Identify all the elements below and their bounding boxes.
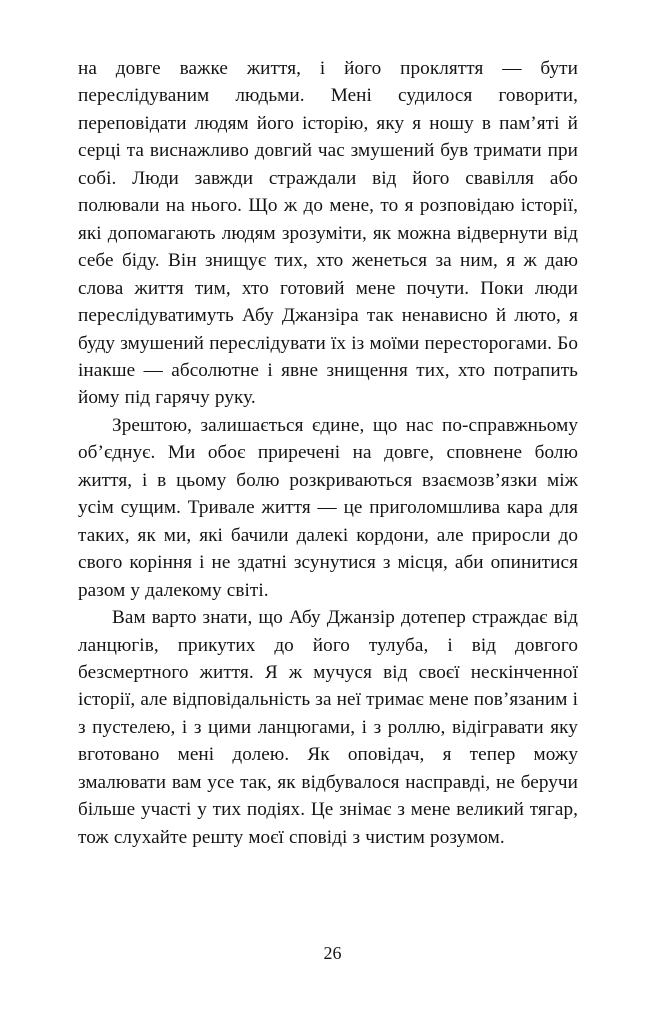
page-text-block — [78, 55, 578, 851]
paragraph-2: Зрештою, залишається єдине, що нас по-справжньому об’єднує. Ми обоє приречені на довге, сповнене болю життя, і в цьому болю розкриваються взаємозв’язки між усім сущим. Тривале життя — це приголомшлива кара для таких, як ми, які бачили далекі кордони, але приросли до свого коріння і не здатні зсунутися з місця, аби опинитися разом у далекому світі. — [78, 414, 578, 601]
paragraph-1: на довге важке життя, і його прокляття — бути переслідуваним людьми. Мені судилося говорити, переповідати людям його історію, яку я ношу в пам’яті й серці та виснажливо довгий час змушений був тримати при собі. Люди завжди страждали від його свавілля або полювали на нього. Що ж до мене, то я розповідаю історії, які допомагають людям зрозуміти, як можна відвернути від себе біду. Він знищує тих, хто женеться за ним, я ж даю слова життя тим, хто готовий мене почути. Поки люди переслідуватимуть Абу Джанзіра так ненависно й люто, я буду змушений переслідувати їх із моїми пересторогами. Бо інакше — абсолютне і явне знищення тих, хто потрапить йому під гарячу руку. — [78, 58, 578, 409]
page-number: 26 — [323, 943, 342, 963]
paragraph-3: Вам варто знати, що Абу Джанзір дотепер страждає від ланцюгів, прикутих до його тулуба, і від довгого безсмертного життя. Я ж мучуся від своєї нескінченної історії, але відповідальність за неї тримає мене пов’язаним і з пустелею, і з цими ланцюгами, і з роллю, відігравати яку вготовано мені долею. Як оповідач, я тепер можу змалювати вам усе так, як відбувалося насправді, не беручи більше участі у тих подіях. Це знімає з мене великий тягар, тож слухайте решту моєї сповіді з чистим розумом. — [78, 607, 578, 848]
